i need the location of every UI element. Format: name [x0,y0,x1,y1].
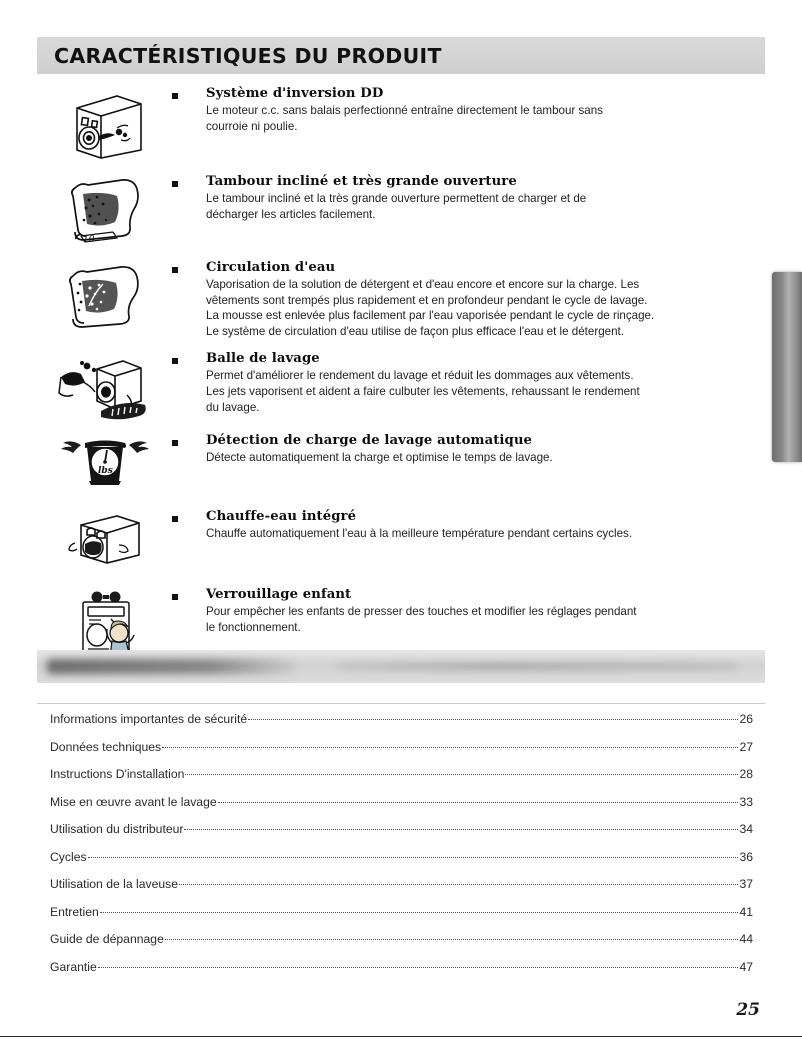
page-number: 25 [736,1000,760,1020]
feature-description-line: Pour empêcher les enfants de presser des touches et modifier les réglages pendant [206,605,637,619]
toc-row[interactable] [37,905,765,933]
bullet-marker [172,93,178,99]
toc-page-number: 33 [739,794,753,809]
toc-row[interactable] [37,712,765,740]
toc-leader [184,829,738,830]
washing-machine-dd-motor-icon [37,86,172,160]
table-of-contents [37,703,765,987]
feature-description-line: Le système de circulation d'eau utilise de façon plus efficace l'eau et le détergent. [206,324,624,338]
toc-page-number: 47 [739,959,753,974]
toc-row[interactable] [37,767,765,795]
feature-description [206,450,765,466]
feature-text [172,86,765,134]
toc-row[interactable] [37,850,765,878]
feature-description-line: décharger les articles facilement. [206,207,376,221]
toc-leader [162,747,738,748]
redacted-text-block [337,663,737,670]
feature-title: Système d'inversion DD [206,86,384,101]
feature-title: Détection de charge de lavage automatique [206,433,533,449]
feature-title: Balle de lavage [206,351,320,367]
bullet-marker [172,267,178,273]
toc-label: Données techniques [50,739,162,754]
redacted-text-block [47,659,297,674]
toc-row[interactable] [37,932,765,960]
feature-description-line: Le tambour incliné et la très grande ouverture permettent de charger et de [206,192,587,205]
feature-description [206,277,765,339]
bullet-marker [172,181,178,187]
feature-title: Chauffe-eau intégré [206,509,357,525]
svg-text:10: 10 [82,235,94,245]
scale-unit-label: lbs [97,466,113,477]
bullet-marker [172,516,178,522]
feature-text [172,260,765,339]
toc-label: Utilisation de la laveuse [50,877,179,891]
toc-page-number: 44 [739,932,753,946]
toc-label: Instructions D'installation [50,767,185,781]
toc-label: Utilisation du distributeur [50,822,184,836]
page-thumb-tab[interactable] [772,272,802,462]
toc-row[interactable] [37,877,765,905]
toc-page-number: 34 [739,822,753,836]
feature-item [37,351,765,423]
feature-text [172,587,765,635]
toc-page-number: 26 [739,712,753,726]
toc-row[interactable] [37,740,765,768]
tilted-drum-icon [37,174,172,246]
toc-label: Guide de dépannage [50,932,164,946]
bullet-marker [172,594,178,600]
footer-rule [0,1036,802,1037]
toc-leader [100,912,739,913]
feature-item [37,260,765,339]
toc-leader [88,857,739,858]
weight-scale-lbs-icon [37,433,172,489]
feature-description-line: Vaporisation de la solution de détergent et d'eau encore et encore sur la charge. Les [206,278,640,291]
toc-leader [185,774,738,775]
feature-description [206,526,765,542]
toc-page-number: 36 [739,849,753,864]
toc-page-number: 27 [739,739,753,754]
toc-leader [179,884,738,885]
feature-item [37,174,765,246]
toc-label: Garantie [50,959,97,974]
toc-leader [218,802,739,803]
feature-title: Circulation d'eau [206,260,336,275]
feature-description-line: le fonctionnement. [206,620,301,634]
feature-description [206,368,765,415]
water-circulation-drum-icon [37,260,172,328]
bullet-marker [172,358,178,364]
toc-label: Mise en œuvre avant le lavage [50,794,217,809]
feature-description [206,103,765,134]
feature-title: Verrouillage enfant [206,587,352,603]
feature-description-line: du lavage. [206,400,260,414]
feature-description-line: Le moteur c.c. sans balais perfectionné entraîne directement le tambour sans [206,104,603,117]
feature-item [37,433,765,489]
toc-label: Entretien [50,904,99,919]
feature-description-line: Chauffe automatiquement l'eau à la meilleure température pendant certains cycles. [206,527,633,541]
toc-row[interactable] [37,960,765,988]
feature-item [37,86,765,160]
toc-label: Cycles [50,849,87,864]
feature-text [172,174,765,222]
feature-text [172,509,765,542]
bullet-marker [172,440,178,446]
feature-description [206,191,765,222]
feature-description-line: Détecte automatiquement la charge et optimise le temps de lavage. [206,451,553,465]
toc-leader [165,939,739,940]
redacted-section-band [37,650,765,683]
feature-item [37,509,765,569]
toc-leader [248,719,738,720]
features-list [37,86,765,665]
page-title: CARACTÉRISTIQUES DU PRODUIT [54,43,442,68]
toc-row[interactable] [37,795,765,823]
feature-title: Tambour incliné et très grande ouverture [206,174,517,189]
feature-description-line: courroie ni poulie. [206,119,298,133]
feature-text [172,351,765,415]
wash-ball-spray-icon [37,351,172,423]
feature-description-line: vêtements sont trempés plus rapidement et en profondeur pendant le cycle de lavage. [206,293,648,307]
toc-leader [98,967,739,968]
toc-page-number: 41 [739,904,753,919]
section-header-band [37,37,765,74]
water-heater-machine-icon [37,509,172,569]
feature-description-line: La mousse est enlevée plus facilement par l'eau vaporisée pendant le cycle de rinçage. [206,309,655,323]
feature-description [206,604,765,635]
feature-text [172,433,765,466]
toc-row[interactable] [37,822,765,850]
toc-page-number: 28 [739,767,753,781]
feature-description-line: Permet d'améliorer le rendement du lavage et réduit les dommages aux vêtements. [206,369,634,383]
feature-description-line: Les jets vaporisent et aident a faire culbuter les vêtements, rehaussant le rendement [206,384,640,398]
toc-page-number: 37 [739,877,753,891]
toc-label: Informations importantes de sécurité [50,712,248,726]
